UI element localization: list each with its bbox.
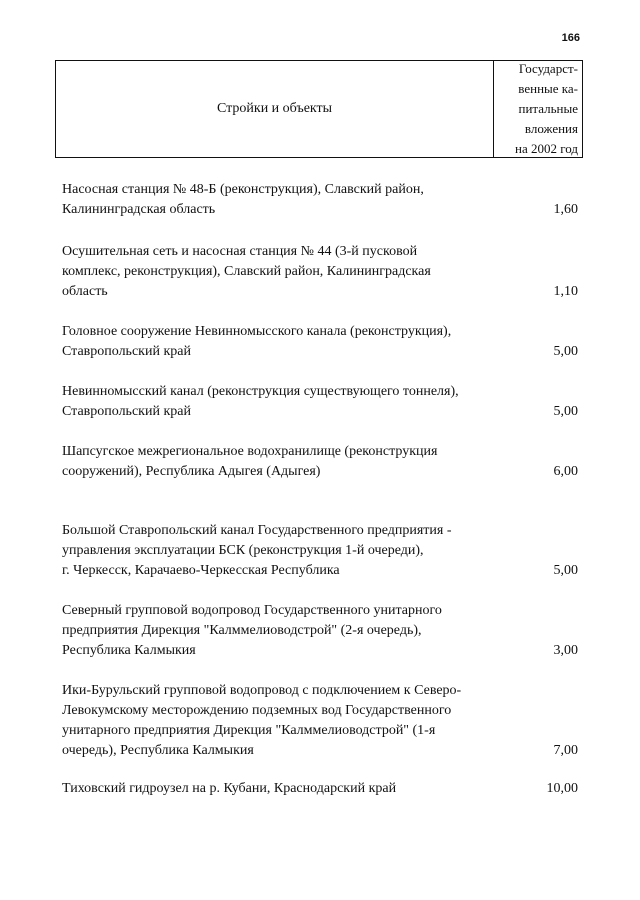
row-object-text: Шапсугское межрегиональное водохранилище (реконструкция сооружений), Республика Адыгея (Адыгея) <box>62 444 438 479</box>
row-object-text: Невинномысский канал (реконструкция существующего тоннеля), Ставропольский край <box>62 384 459 419</box>
page-number: 166 <box>561 32 580 44</box>
investments-column-header: Государст- венные ка- питальные вложения на 2002 год <box>515 61 578 156</box>
table-row <box>62 242 578 302</box>
row-object-text: Осушительная сеть и насосная станция № 44 (3-й пусковой комплекс, реконструкция), Славский район, Калининградская область <box>62 244 431 299</box>
row-investment-value: 5,00 <box>553 344 578 359</box>
table-row <box>62 180 578 220</box>
row-object-text: Северный групповой водопровод Государственного унитарного предприятия Дирекция "Калммелиоводстрой" (2-я очередь), Республика Калмыкия <box>62 603 442 658</box>
table-row <box>62 442 578 482</box>
row-object-text: Большой Ставропольский канал Государственного предприятия - управления эксплуатации БСК (реконструкция 1-й очереди), г. Черкесск, Карачаево-Черкесская Республика <box>62 523 452 578</box>
row-investment-value: 1,60 <box>553 202 578 217</box>
row-investment-value: 10,00 <box>546 781 578 796</box>
row-object-text: Насосная станция № 48-Б (реконструкция), Славский район, Калининградская область <box>62 182 424 217</box>
table-row <box>62 779 578 799</box>
row-investment-value: 5,00 <box>553 563 578 578</box>
row-investment-value: 7,00 <box>553 743 578 758</box>
row-object-text: Ики-Бурульский групповой водопровод с подключением к Северо- Левокумскому месторождению подземных вод Государственного унитарного предприятия Дирекция "Калммелиоводстрой" (1-я очередь), Республика Калмыкия <box>62 683 462 758</box>
table-row <box>62 521 578 581</box>
row-investment-value: 6,00 <box>553 464 578 479</box>
row-object-text: Головное сооружение Невинномысского канала (реконструкция), Ставропольский край <box>62 324 452 359</box>
table-row <box>62 601 578 661</box>
table-header <box>55 60 583 158</box>
table-row <box>62 681 578 761</box>
row-investment-value: 1,10 <box>553 284 578 299</box>
row-object-text: Тиховский гидроузел на р. Кубани, Краснодарский край <box>62 781 397 796</box>
objects-column-header: Стройки и объекты <box>56 61 494 157</box>
table-row <box>62 322 578 362</box>
table-row <box>62 382 578 422</box>
row-investment-value: 3,00 <box>553 643 578 658</box>
row-investment-value: 5,00 <box>553 404 578 419</box>
